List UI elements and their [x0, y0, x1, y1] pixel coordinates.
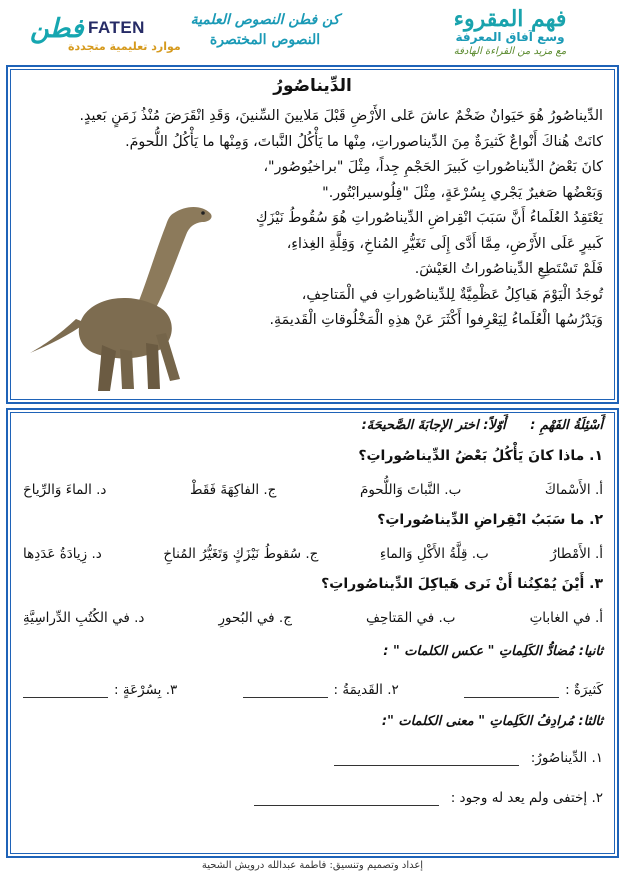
question-2: ٢. ما سَبَبُ انْقِراضِ الدِّيناصُوراتِ؟ [377, 512, 603, 528]
option-a[interactable]: أ. الأَمْطارُ [550, 546, 603, 562]
footer-credit: إعداد وتصميم وتنسيق: فاطمة عبدالله درويش الشحية [201, 860, 424, 871]
brand-slogan: وسع آفاق المعرفة [455, 30, 565, 44]
antonym-label: ٢. القَديمَةُ : [333, 682, 399, 698]
option-c[interactable]: ج. في البُحورِ [218, 610, 292, 626]
option-b[interactable]: ب. قِلَّةُ الأَكْلِ وَالماءِ [379, 546, 489, 562]
part2-title: ثانيا: مُضادُّ الكَلِماتِ " عكس الكلمات " : [383, 644, 603, 659]
questions-section-title: أَسْئِلَةُ الفَهْمِ : [530, 418, 603, 433]
series-title: كن فطن النصوص العلمية [190, 12, 340, 28]
question-1-options [23, 482, 603, 504]
questions-header [23, 418, 603, 440]
question-1: ١. ماذا كانَ يَأْكُلُ بَعْضُ الدِّيناصُوراتِ؟ [358, 448, 603, 464]
option-c[interactable]: ج. الفاكِهَةَ فَقَطْ [190, 482, 277, 498]
story-line: يَعْتَقِدُ العُلَماءُ أَنَّ سَبَبَ انْقِراضِ الدِّيناصُوراتِ هُوَ سُقُوطُ نَيْزَكٍ [255, 210, 603, 226]
page-header [0, 0, 625, 64]
story-line: كانَتْ هُناكَ أَنْواعٌ كَثيرَةٌ مِنَ الدِّيناصوراتِ، مِنْها ما يَأْكُلُ النَّباتَ، وَمِنْها ما يَأْكُلُ اللُّحومَ. [125, 133, 603, 150]
series-subtitle: النصوص المختصرة [209, 32, 321, 48]
answer-blank[interactable] [243, 683, 328, 698]
option-b[interactable]: ب. في المَتاحِفِ [366, 610, 456, 626]
answer-blank[interactable] [334, 751, 519, 766]
option-b[interactable]: ب. النَّباتَ وَاللُّحومَ [359, 482, 462, 498]
title-block [190, 12, 340, 48]
part1-title: أَوّلاً: اختر الإجابَةَ الصَّحيحَةَ: [361, 418, 506, 433]
definition-row-2 [23, 784, 603, 806]
story-line: الدِّيناصُورُ هُوَ حَيَوانٌ ضَخْمٌ عاشَ عَلى الأَرْضِ قَبْلَ مَلايينَ السِّنينَ، وَقَدِ انْقَرَضَ مُنْذُ زَمَنٍ بَعيدٍ. [79, 108, 603, 124]
faten-tagline: موارد تعليمية متجددة [68, 40, 181, 53]
questions-area [23, 418, 603, 806]
antonym-item [464, 682, 603, 698]
faten-logo-latin: FATEN [88, 18, 145, 37]
option-c[interactable]: ج. سُقوطُ نَيْزَكٍ وَتَغَيُّرُ المُناخِ [163, 546, 319, 562]
story-line: كَبيرٍ عَلَى الأَرْضِ، مِمَّا أَدَّى إِلَى تَغَيُّرِ المُناخِ، وَقِلَّةِ الغِذاءِ، [286, 235, 603, 252]
part3-title: ثالثا: مُرادِفُ الكَلِماتِ " معنى الكلمات ": [381, 714, 603, 729]
antonym-item [23, 682, 177, 698]
story-line: تُوجَدُ الْيَوْمَ هَياكِلُ عَظْمِيَّةٌ لِلدِّيناصُوراتِ في الْمَتاحِفِ، [301, 286, 603, 303]
question-3-options [23, 610, 603, 632]
brand-block [410, 6, 610, 57]
story-text [23, 104, 603, 334]
answer-blank[interactable] [254, 791, 439, 806]
definition-row-1 [23, 744, 603, 766]
story-line: كانَ بَعْضُ الدِّيناصُوراتِ كَبيرَ الحَجْمِ جِداً، مِثْلَ "براخيُوصُور"، [263, 159, 603, 175]
brand-title: فهم المقروء [453, 6, 567, 32]
antonym-item [243, 682, 399, 698]
faten-logo-arabic: فطن [30, 14, 84, 44]
story-line: فَلَمْ تَسْتَطِعِ الدِّيناصُوراتُ العَيْشَ. [414, 261, 603, 277]
option-d[interactable]: د. زِيادَةُ عَدَدِها [23, 546, 102, 562]
definition-label: ١. الدِّيناصُورُ: [530, 750, 603, 766]
answer-blank[interactable] [464, 683, 559, 698]
option-a[interactable]: أ. الأَسْماكَ [544, 482, 603, 498]
option-d[interactable]: د. الماءَ وَالرِّياحَ [23, 482, 107, 498]
option-d[interactable]: د. في الكُتُبِ الدِّراسِيَّةِ [23, 610, 145, 626]
answer-blank[interactable] [23, 683, 108, 698]
question-2-options [23, 546, 603, 568]
antonym-label: ٣. بِسُرْعَةٍ : [114, 682, 178, 698]
story-line: وَيَدْرُسُها الْعُلَماءُ لِيَعْرِفوا أَكْثَرَ عَنْ هذِهِ الْمَخْلُوقاتِ الْقَديمَةِ. [269, 312, 603, 328]
antonym-label: كَثيرَةٌ : [565, 682, 603, 698]
question-3: ٣. أَيْنَ يُمْكِنُنا أَنْ نَرى هَياكِلَ الدِّيناصُوراتِ؟ [321, 576, 603, 592]
definition-label: ٢. إختفى ولم يعد له وجود : [450, 790, 603, 806]
antonyms-row [23, 676, 603, 698]
option-a[interactable]: أ. في الغاباتِ [529, 610, 603, 626]
story-title: الدِّيناصُورُ [273, 76, 352, 96]
brand-subslogan: مع مزيد من القراءة الهادفة [453, 46, 567, 57]
story-line: وَبَعْضُها صَغيرٌ يَجْري بِسُرْعَةٍ، مِثْلَ "فِلُوسيرابْتُور." [322, 184, 603, 201]
